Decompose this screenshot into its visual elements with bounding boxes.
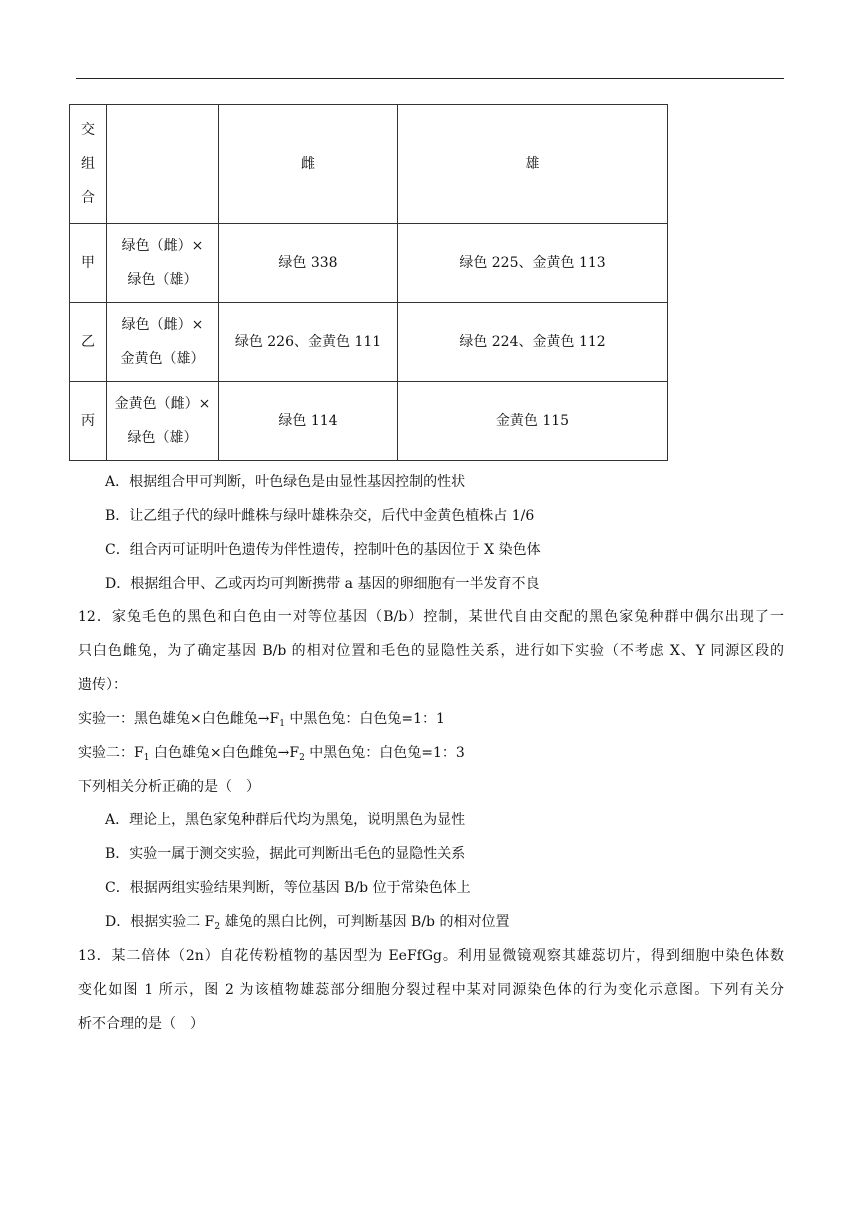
q11-option-a: A．根据组合甲可判断，叶色绿色是由显性基因控制的性状 [105, 474, 466, 490]
row-label: 丙 [70, 382, 107, 461]
q12-prompt: 下列相关分析正确的是（ ） [78, 779, 260, 795]
row-female-offspring: 绿色 114 [219, 382, 398, 461]
q11-option-c: C．组合丙可证明叶色遗传为伴性遗传，控制叶色的基因位于 X 染色体 [105, 542, 541, 558]
q13-stem-line3: 析不合理的是（ ） [78, 1016, 204, 1032]
q13-stem-line1: 13．某二倍体（2n）自花传粉植物的基因型为 EeFfGg。利用显微镜观察其雄蕊切片，得到细胞中染色体数 [78, 948, 784, 964]
q12-stem-line2: 只白色雌兔，为了确定基因 B/b 的相对位置和毛色的显隐性关系，进行如下实验（不考虑 X、Y 同源区段的 [78, 643, 784, 659]
row-female-offspring: 绿色 226、金黄色 111 [219, 303, 398, 382]
row-label: 甲 [70, 224, 107, 303]
row-cross: 绿色（雌）× 金黄色（雄） [107, 303, 219, 382]
row-male-offspring: 绿色 224、金黄色 112 [398, 303, 668, 382]
row-female-offspring: 绿色 338 [219, 224, 398, 303]
q12-option-d: D．根据实验二 $F_2$ 雄兔的黑白比例，可判断基因 B/b 的相对位置 [105, 914, 510, 932]
q12-option-c: C．根据两组实验结果判断，等位基因 B/b 位于常染色体上 [105, 880, 471, 896]
table-header-row [70, 105, 668, 224]
row-male-offspring: 金黄色 115 [398, 382, 668, 461]
header-parents [107, 105, 219, 224]
header-female: 雌 [219, 105, 398, 224]
table-row [70, 224, 668, 303]
q11-option-b: B．让乙组子代的绿叶雌株与绿叶雄株杂交，后代中金黄色植株占 1/6 [105, 508, 535, 524]
header-male: 雄 [398, 105, 668, 224]
q13-stem-line2: 变化如图 1 所示，图 2 为该植物雄蕊部分细胞分裂过程中某对同源染色体的行为变化示意图。下列有关分 [78, 982, 784, 998]
q12-option-a: A．理论上，黑色家兔种群后代均为黑兔，说明黑色为显性 [105, 812, 466, 828]
q12-option-b: B．实验一属于测交实验，据此可判断出毛色的显隐性关系 [105, 846, 466, 862]
row-male-offspring: 绿色 225、金黄色 113 [398, 224, 668, 303]
table-row [70, 303, 668, 382]
q12-stem-line1: 12．家兔毛色的黑色和白色由一对等位基因（B/b）控制，某世代自由交配的黑色家兔种群中偶尔出现了一 [78, 609, 784, 625]
row-cross: 金黄色（雌）× 绿色（雄） [107, 382, 219, 461]
row-label: 乙 [70, 303, 107, 382]
q12-experiment-2: 实验二：$F_1$ 白色雄兔×白色雌兔$\to F_2$ 中黑色兔：白色兔=1：3 [78, 745, 465, 763]
table-row [70, 382, 668, 461]
q11-option-d: D．根据组合甲、乙或丙均可判断携带 a 基因的卵细胞有一半发育不良 [105, 576, 540, 592]
row-cross: 绿色（雌）× 绿色（雄） [107, 224, 219, 303]
header-cross-combo: 交 组 合 [70, 105, 107, 224]
header-rule [76, 78, 784, 79]
q12-stem-line3: 遗传）： [78, 677, 127, 693]
q12-experiment-1: 实验一：黑色雄兔×白色雌兔$\to F_1$ 中黑色兔：白色兔=1：1 [78, 711, 445, 729]
cross-results-table [69, 104, 668, 461]
